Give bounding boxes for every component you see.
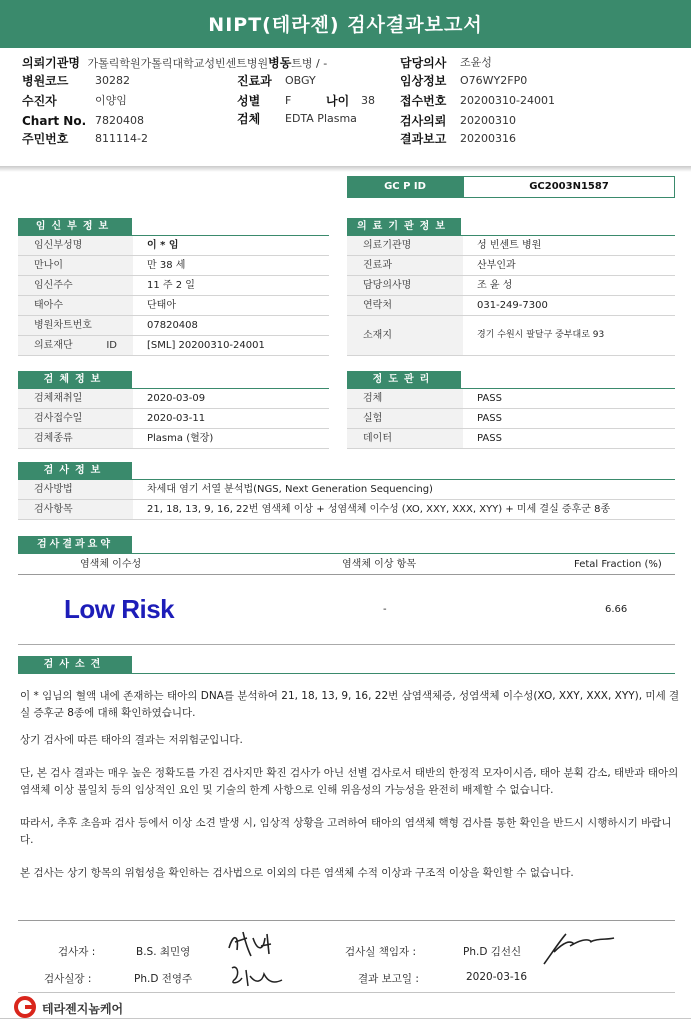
risk-result: Low Risk (64, 594, 175, 624)
row-value: 성 빈센트 병원 (477, 240, 542, 251)
gcpid-value: GC2003N1587 (463, 176, 675, 198)
findings-para-5: 본 검사는 상기 항목의 위험성을 확인하는 검사법으로 이외의 다른 염색체 수적 이상과 구조적 이상을 확인할 수 없습니다. (20, 867, 574, 879)
row-value: 조 윤 성 (477, 280, 513, 291)
row-label: 연락처 (347, 296, 463, 315)
signature-top-line (18, 920, 675, 921)
report-date-label: 결과 보고일 : (358, 973, 419, 985)
row-value: 031-249-7300 (477, 300, 548, 311)
table-row (18, 336, 329, 356)
chart-value: 7820408 (95, 114, 144, 127)
table-row (347, 409, 675, 429)
sex-label: 성별 (237, 94, 261, 108)
table-row (18, 429, 329, 449)
report-date-value: 2020-03-16 (466, 971, 528, 983)
row-value: 2020-03-09 (147, 393, 206, 404)
ward-value: 트병 / - (291, 57, 328, 70)
hospital-code-value: 30282 (95, 74, 130, 87)
specimen-info-heading: 검체정보 (18, 371, 132, 388)
table-row (347, 236, 675, 256)
director-signature (540, 930, 618, 968)
table-row (347, 276, 675, 296)
age-value: 38 (361, 94, 375, 107)
table-row (347, 316, 675, 356)
gcpid-label: GC P ID (347, 176, 463, 198)
row-value: 이 * 임 (147, 240, 179, 251)
hospital-info-heading: 의료기관정보 (347, 218, 461, 235)
findings-line (18, 673, 675, 674)
dept-label: 진료과 (237, 74, 272, 88)
request-value: 20200310 (460, 114, 516, 127)
table-row (18, 236, 329, 256)
row-label: 검사접수일 (18, 409, 133, 428)
row-value: PASS (477, 413, 502, 424)
abnormal-value: - (383, 604, 387, 615)
logo-icon (14, 996, 38, 1018)
row-label: 검체종류 (18, 429, 133, 448)
table-row (18, 316, 329, 336)
table-row (18, 500, 675, 520)
hospital-code-row (22, 72, 68, 90)
lab-head-value: Ph.D 전영주 (134, 973, 193, 985)
summary-header-row (18, 555, 675, 575)
summary-bottom-line (18, 644, 675, 645)
row-value: 07820408 (147, 320, 198, 331)
col-abnormal: 염색체 이상 항목 (342, 559, 416, 570)
doctor-value: 조윤성 (460, 56, 492, 69)
row-value: PASS (477, 433, 502, 444)
table-row (18, 276, 329, 296)
row-label: 병원차트번호 (18, 316, 133, 335)
report-title: NIPT(테라젠) 검사결과보고서 (208, 14, 483, 36)
table-row (347, 256, 675, 276)
receipt-label: 접수번호 (400, 94, 447, 108)
report-label: 결과보고 (400, 132, 447, 146)
findings-heading: 검사소견 (18, 656, 132, 673)
findings-para-2: 상기 검사에 따른 태아의 결과는 저위험군입니다. (20, 734, 243, 746)
row-value: 21, 18, 13, 9, 16, 22번 염색체 이상 + 성염색체 이수성 (XO, XXY, XXX, XYY) + 미세 결실 증후군 8종 (147, 504, 611, 515)
institution-value: 가톨릭학원가톨릭대학교성빈센트병원 (87, 57, 269, 70)
row-value: 산부인과 (477, 260, 516, 271)
title-bar (0, 0, 691, 48)
examiner-label: 검사자 : (58, 946, 96, 958)
test-info-heading: 검사정보 (18, 462, 132, 479)
findings-para-3: 단, 본 검사 결과는 매우 높은 정확도를 가진 검사지만 확진 검사가 아닌 선별 검사로서 태반의 한정적 모자이시즘, 태아 분획 감소, 태반과 태아의 염색체 이상 불일치 등의 임상적인 요인 및 기술의 한계 사항으로 인해 위음성의 가능성을 완전히 배제할 수 없습니다. (20, 767, 679, 796)
row-label: 진료과 (347, 256, 463, 275)
institution-label: 의뢰기관명 (22, 56, 80, 70)
institution-row (22, 54, 327, 72)
regno-value: 811114-2 (95, 132, 148, 145)
row-label: 임신주수 (18, 276, 133, 295)
director-value: Ph.D 김선신 (463, 946, 522, 958)
row-label: 검체채취일 (18, 389, 133, 408)
summary-heading: 검사결과요약 (18, 536, 132, 553)
summary-line (18, 553, 675, 554)
row-value: 11 주 2 일 (147, 280, 195, 291)
examiner-value: B.S. 최민영 (136, 946, 191, 958)
clinical-value: O76WY2FP0 (460, 74, 528, 87)
hospital-code-label: 병원코드 (22, 74, 69, 88)
signature-bottom-line (18, 992, 675, 993)
examiner-signature (225, 928, 275, 962)
doctor-label: 담당의사 (400, 56, 447, 70)
specimen-value: EDTA Plasma (285, 112, 357, 125)
row-value: 단태아 (147, 300, 176, 311)
row-value: 경기 수원시 팔달구 중부대로 93 (477, 330, 605, 340)
ward-label: 병동 (268, 56, 292, 70)
clinical-label: 임상정보 (400, 74, 447, 88)
table-row (18, 389, 329, 409)
dept-value: OBGY (285, 74, 316, 87)
row-label: 의료기관명 (347, 236, 463, 255)
row-label: 검사항목 (18, 500, 133, 519)
request-label: 검사의뢰 (400, 114, 447, 128)
receipt-value: 20200310-24001 (460, 94, 555, 107)
header-info (0, 48, 691, 170)
table-row (18, 296, 329, 316)
row-label: 데이터 (347, 429, 463, 448)
table-row (18, 256, 329, 276)
col-fetal-fraction: Fetal Fraction (%) (574, 559, 662, 570)
row-value: 차세대 염기 서열 분석법(NGS, Next Generation Sequencing) (147, 484, 433, 495)
director-label: 검사실 책임자 : (345, 946, 417, 958)
sex-value: F (285, 94, 292, 107)
row-label: 의료재단 ID (18, 336, 133, 355)
row-value: PASS (477, 393, 502, 404)
row-label: 태아수 (18, 296, 133, 315)
fetal-fraction-value: 6.66 (605, 604, 628, 615)
lab-head-signature (228, 962, 286, 990)
row-value: [SML] 20200310-24001 (147, 340, 265, 351)
header-divider (0, 166, 691, 172)
table-row (347, 389, 675, 409)
lab-head-label: 검사실장 : (44, 973, 92, 985)
row-label: 실험 (347, 409, 463, 428)
regno-label: 주민번호 (22, 132, 69, 146)
findings-para-1: 이 * 임님의 혈액 내에 존재하는 태아의 DNA를 분석하여 21, 18, 13, 9, 16, 22번 삼염색체증, 성염색체 이수성(XO, XXY, XXX, XYY), 미세 결실 증후군 8종에 대해 확인하였습니다. (20, 690, 680, 719)
findings-para-4: 따라서, 추후 초음파 검사 등에서 이상 소견 발생 시, 임상적 상황을 고려하여 태아의 염색체 핵형 검사를 통한 확인을 반드시 시행하시기 바랍니다. (20, 817, 672, 846)
table-row (347, 296, 675, 316)
qc-heading: 정도관리 (347, 371, 461, 388)
report-value: 20200316 (460, 132, 516, 145)
patient-value: 이양임 (95, 94, 127, 107)
pregnant-info-heading: 임신부정보 (18, 218, 132, 235)
row-value: 만 38 세 (147, 260, 186, 271)
row-label: 임신부성명 (18, 236, 133, 255)
logo-text: 테라젠지놈케어 (42, 1002, 124, 1016)
row-label: 검사방법 (18, 480, 133, 499)
table-row (18, 480, 675, 500)
row-label: 담당의사명 (347, 276, 463, 295)
row-label: 검체 (347, 389, 463, 408)
age-label: 나이 (326, 94, 350, 108)
row-label: 소재지 (347, 316, 463, 355)
table-row (18, 409, 329, 429)
footer-line (0, 1018, 691, 1019)
table-row (347, 429, 675, 449)
row-value: Plasma (혈장) (147, 433, 214, 444)
row-label: 만나이 (18, 256, 133, 275)
row-value: 2020-03-11 (147, 413, 206, 424)
patient-label: 수진자 (22, 94, 57, 108)
chart-label: Chart No. (22, 114, 87, 128)
col-aneuploidy: 염색체 이수성 (80, 559, 142, 570)
specimen-label: 검체 (237, 112, 261, 126)
